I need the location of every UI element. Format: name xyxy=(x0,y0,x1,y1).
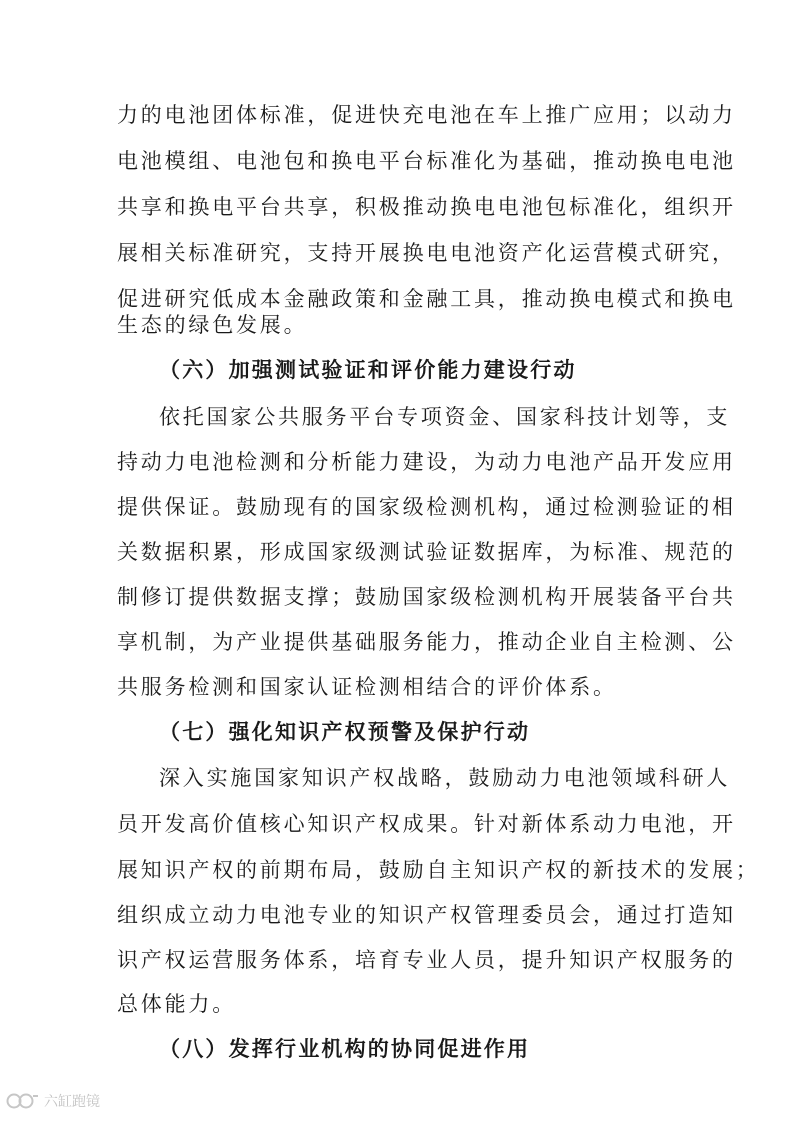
body-text-line: 总体能力。 xyxy=(117,992,236,1016)
body-text-line: 力的电池团体标准，促进快充电池在车上推广应用；以动力 xyxy=(117,103,736,127)
section-heading-7: （七）强化知识产权预警及保护行动 xyxy=(159,719,531,744)
section-heading-6: （六）加强测试验证和评价能力建设行动 xyxy=(159,357,577,382)
body-text-line: 深入实施国家知识产权战略，鼓励动力电池领域科研人 xyxy=(159,766,731,790)
body-text-line: 电池模组、电池包和换电平台标准化为基础，推动换电电池 xyxy=(117,149,736,173)
body-text-line: 生态的绿色发展。 xyxy=(117,313,308,337)
body-text-line: 组织成立动力电池专业的知识产权管理委员会，通过打造知 xyxy=(117,903,736,927)
body-text-line: 识产权运营服务体系，培育专业人员，提升知识产权服务的 xyxy=(117,948,736,972)
body-text-line: 促进研究低成本金融政策和金融工具，推动换电模式和换电 xyxy=(117,287,736,311)
body-text-line: 展知识产权的前期布局，鼓励自主知识产权的新技术的发展； xyxy=(117,858,760,882)
body-text-line: 展相关标准研究，支持开展换电电池资产化运营模式研究， xyxy=(117,241,736,265)
body-text-line: 享机制，为产业提供基础服务能力，推动企业自主检测、公 xyxy=(117,630,736,654)
body-text-line: 依托国家公共服务平台专项资金、国家科技计划等，支 xyxy=(159,405,731,429)
body-text-line: 制修订提供数据支撑；鼓励国家级检测机构开展装备平台共 xyxy=(117,585,736,609)
brand-logo-icon xyxy=(6,1091,40,1111)
body-text-line: 员开发高价值核心知识产权成果。针对新体系动力电池，开 xyxy=(117,812,736,836)
body-text-line: 共享和换电平台共享，积极推动换电电池包标准化，组织开 xyxy=(117,195,736,219)
section-heading-8: （八）发挥行业机构的协同促进作用 xyxy=(159,1036,531,1061)
body-text-line: 持动力电池检测和分析能力建设，为动力电池产品开发应用 xyxy=(117,450,736,474)
watermark xyxy=(6,1088,100,1114)
body-text-line: 关数据积累，形成国家级测试验证数据库，为标准、规范的 xyxy=(117,540,736,564)
watermark-text: 六缸跑镜 xyxy=(44,1094,100,1110)
body-text-line: 提供保证。鼓励现有的国家级检测机构，通过检测验证的相 xyxy=(117,495,736,519)
body-text-line: 共服务检测和国家认证检测相结合的评价体系。 xyxy=(117,675,617,699)
